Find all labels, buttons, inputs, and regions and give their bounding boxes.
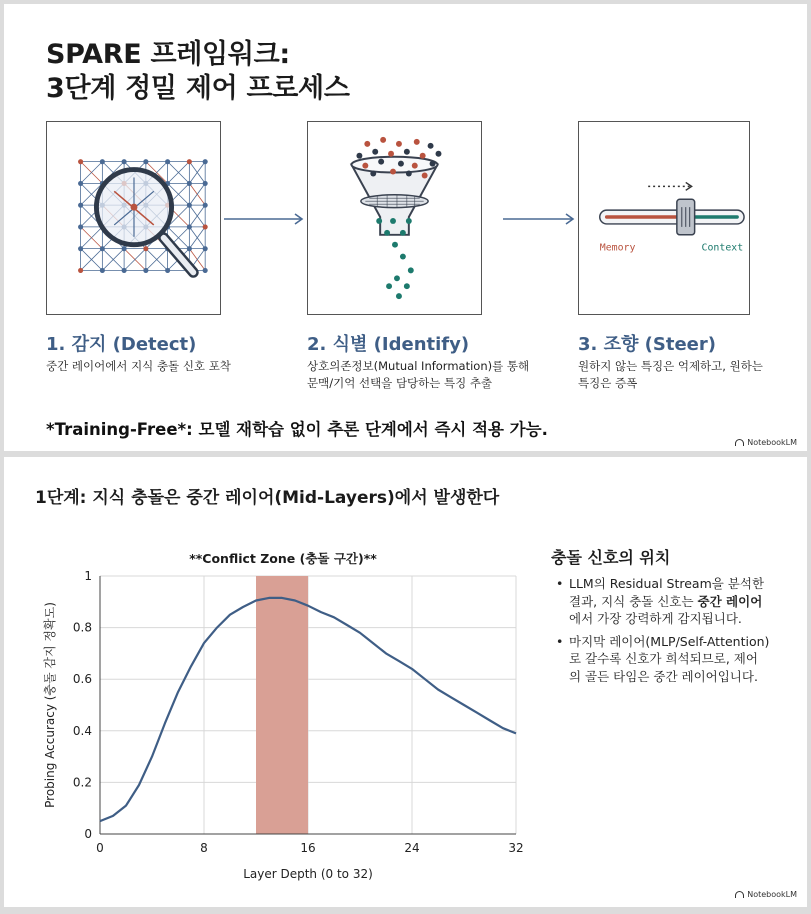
y-axis-label: Probing Accuracy (충돌 감지 정확도) xyxy=(43,602,57,808)
funnel-filter-icon xyxy=(307,121,482,315)
bullet-line: 로 갈수록 신호가 희석되므로, 제어 xyxy=(569,651,758,666)
y-tick-label: 0.2 xyxy=(72,775,92,790)
bullet-text: 결과, 지식 충돌 신호는 xyxy=(569,593,698,609)
notebooklm-brand xyxy=(735,890,797,899)
step-2-desc-line: 문맥/기억 선택을 담당하는 특징 추출 xyxy=(307,376,493,390)
chart-title: **Conflict Zone (충돌 구간)** xyxy=(189,551,377,566)
x-tick-label: 16 xyxy=(300,841,316,855)
training-free-note: *Training-Free*: 모델 재학습 없이 추론 단계에서 즉시 적용 가능. xyxy=(46,420,548,439)
step-1-desc-line: 중간 레이어에서 지식 충돌 신호 포착 xyxy=(46,359,231,373)
bullet-item xyxy=(556,575,796,628)
y-tick-label: 1 xyxy=(84,569,92,583)
bullet-list xyxy=(556,575,796,690)
step-3-desc-line: 원하지 않는 특징은 억제하고, 원하는 xyxy=(578,359,763,373)
conflict-zone-band xyxy=(256,576,308,834)
slide-title xyxy=(46,38,350,106)
x-tick-label: 32 xyxy=(508,841,524,855)
notebooklm-logo-icon xyxy=(735,891,744,898)
bullet-line: 에서 가장 강력하게 감지됩니다. xyxy=(569,611,742,626)
x-tick-label: 0 xyxy=(96,841,104,855)
bullet-item xyxy=(556,633,796,686)
step-3-desc-line: 특징은 증폭 xyxy=(578,376,638,390)
notebooklm-brand xyxy=(735,438,797,447)
bullet-line: • LLM의 Residual Stream을 분석한 xyxy=(569,576,765,591)
slide-detect-stage xyxy=(4,457,807,907)
step-3-title: 3. 조향 (Steer) xyxy=(578,334,716,355)
brand-label: NotebookLM xyxy=(747,438,797,447)
arrow-right-icon xyxy=(501,212,577,226)
arrow-right-icon xyxy=(222,212,306,226)
bullet-line: • 마지막 레이어(MLP/Self-Attention) xyxy=(569,633,770,649)
dotted-arrow-icon xyxy=(648,182,691,190)
bullet-line: 의 골든 타임은 중간 레이어입니다. xyxy=(569,668,758,684)
notebooklm-logo-icon xyxy=(735,439,744,446)
step-1-title: 1. 감지 (Detect) xyxy=(46,334,197,355)
step-2-description xyxy=(307,358,529,392)
slider-label-memory: Memory xyxy=(599,242,636,254)
step-3-description xyxy=(578,358,763,392)
slide-title-line-1: SPARE 프레임워크: xyxy=(46,39,290,70)
y-tick-label: 0.4 xyxy=(72,723,92,738)
slide-title-line-2: 3단계 정밀 제어 프로세스 xyxy=(46,73,350,104)
slide-spare-framework xyxy=(4,4,807,451)
y-tick-label: 0.8 xyxy=(72,620,92,635)
slider-label-context: Context xyxy=(701,242,744,254)
probing-accuracy-chart xyxy=(30,539,530,889)
slide-title: 1단계: 지식 충돌은 중간 레이어(Mid-Layers)에서 발생한다 xyxy=(35,488,500,508)
bullet-emphasis: 중간 레이어 xyxy=(697,593,763,609)
x-tick-label: 8 xyxy=(200,841,208,855)
y-tick-label: 0.6 xyxy=(72,672,92,687)
step-1-description xyxy=(46,358,231,375)
slider-control-icon xyxy=(578,121,750,315)
brand-label: NotebookLM xyxy=(747,890,797,899)
magnifier-over-network-icon xyxy=(46,121,221,315)
x-axis-label: Layer Depth (0 to 32) xyxy=(243,867,373,881)
bullet-line xyxy=(569,593,796,611)
step-2-desc-line: 상호의존정보(Mutual Information)를 통해 xyxy=(307,359,530,373)
y-tick-label: 0 xyxy=(84,827,92,841)
step-2-title: 2. 식별 (Identify) xyxy=(307,334,470,355)
side-heading: 충돌 신호의 위치 xyxy=(551,548,671,567)
x-tick-label: 24 xyxy=(404,841,420,855)
